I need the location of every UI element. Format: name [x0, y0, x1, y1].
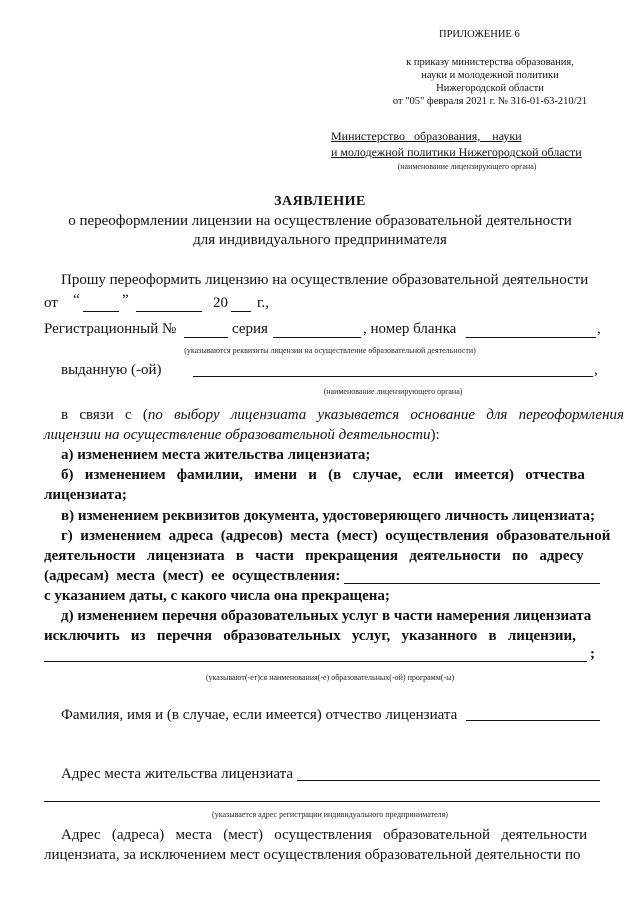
- address-field[interactable]: [297, 780, 600, 781]
- order-line: Нижегородской области: [436, 83, 544, 94]
- reason-intro-suffix: ):: [430, 427, 440, 443]
- order-reference: [375, 56, 605, 108]
- reason-g-cont: деятельности лицензиата в части прекращения деятельности по адресу: [44, 548, 584, 564]
- ministry-name: [331, 128, 582, 160]
- subtitle-line: о переоформлении лицензии на осуществление образовательной деятельности: [68, 213, 572, 229]
- excluded-programs-field[interactable]: [44, 661, 587, 662]
- reason-g-addresses: (адресам) места (мест) ее осуществления:: [44, 568, 341, 584]
- ministry-line: Министерство образования, науки: [331, 129, 522, 143]
- issued-by-hint: (наименование лицензирующего органа): [323, 387, 463, 396]
- year-field[interactable]: [231, 311, 251, 312]
- reason-b-cont: лицензиата;: [44, 487, 127, 503]
- year-prefix: 20: [213, 295, 228, 311]
- series-field[interactable]: [273, 337, 361, 338]
- activity-address-text-cont: лицензиата, за исключением мест осуществления образовательной деятельности по: [44, 847, 581, 863]
- stopped-address-field[interactable]: [344, 583, 600, 584]
- reason-d-cont: исключить из перечня образовательных услуг, указанного в лицензии,: [44, 628, 576, 644]
- address-field-continued[interactable]: [44, 801, 600, 802]
- address-label: Адрес места жительства лицензиата: [61, 766, 294, 782]
- reason-intro-prefix: в связи с (: [61, 407, 148, 423]
- comma: ,: [594, 362, 598, 378]
- reason-g-date: с указанием даты, с какого числа она прекращена;: [44, 588, 390, 604]
- reason-d: д) изменением перечня образовательных услуг в части намерения лицензиата: [61, 608, 592, 624]
- fio-label: Фамилия, имя и (в случае, если имеется) отчество лицензиата: [61, 707, 458, 723]
- license-details-hint: (указываются реквизиты лицензии на осуществление образовательной деятельности): [184, 346, 476, 355]
- page-title: ЗАЯВЛЕНИЕ: [274, 194, 366, 209]
- address-hint: (указывается адрес регистрации индивидуального предпринимателя): [212, 810, 448, 819]
- quote-close: ”: [122, 292, 129, 308]
- quote-open: “: [73, 292, 80, 308]
- fio-field[interactable]: [466, 720, 600, 721]
- order-line: науки и молодежной политики: [421, 70, 559, 81]
- month-field[interactable]: [136, 311, 202, 312]
- order-line: к приказу министерства образования,: [406, 57, 574, 68]
- issued-by-field[interactable]: [193, 376, 593, 377]
- reason-intro-italic: по выбору лицензиата указывается основание для переоформления: [147, 407, 624, 423]
- subtitle-line: для индивидуального предпринимателя: [193, 232, 447, 248]
- ministry-line: и молодежной политики Нижегородской области: [331, 145, 582, 159]
- reason-intro: [61, 407, 624, 424]
- series-label: серия: [232, 321, 268, 337]
- reason-intro-continued: [44, 427, 440, 444]
- blank-number-label: , номер бланка: [363, 321, 457, 337]
- order-line: от "05" февраля 2021 г. № 316-01-63-210/21: [392, 96, 588, 107]
- reason-b: б) изменением фамилии, имени и (в случае, если имеется) отчества: [61, 467, 585, 483]
- ministry-hint: (наименование лицензирующего органа): [397, 162, 537, 171]
- activity-address-text: Адрес (адреса) места (мест) осуществления образовательной деятельности: [61, 827, 588, 843]
- semicolon: ;: [590, 646, 595, 662]
- reason-g: г) изменением адреса (адресов) места (мест) осуществления образовательной: [61, 528, 611, 544]
- appendix-label: ПРИЛОЖЕНИЕ 6: [439, 29, 520, 40]
- date-from-label: от: [44, 295, 58, 311]
- reason-a: а) изменением места жительства лицензиата;: [61, 447, 371, 463]
- request-text: Прошу переоформить лицензию на осуществление образовательной деятельности: [61, 272, 589, 288]
- programs-hint: (указывают(-ет)ся наименования(-е) образовательных(-ой) программ(-ы): [205, 673, 455, 682]
- year-suffix: г.,: [257, 295, 269, 311]
- day-field[interactable]: [83, 311, 119, 312]
- page-subtitle: [0, 212, 640, 250]
- comma: ,: [597, 321, 601, 337]
- registration-label: Регистрационный №: [44, 321, 177, 337]
- reason-intro-italic: лицензии на осуществление образовательной деятельности: [44, 427, 431, 443]
- issued-by-label: выданную (-ой): [61, 362, 162, 378]
- reason-c: в) изменением реквизитов документа, удостоверяющего личность лицензиата;: [61, 508, 595, 524]
- blank-number-field[interactable]: [466, 337, 596, 338]
- registration-number-field[interactable]: [184, 337, 228, 338]
